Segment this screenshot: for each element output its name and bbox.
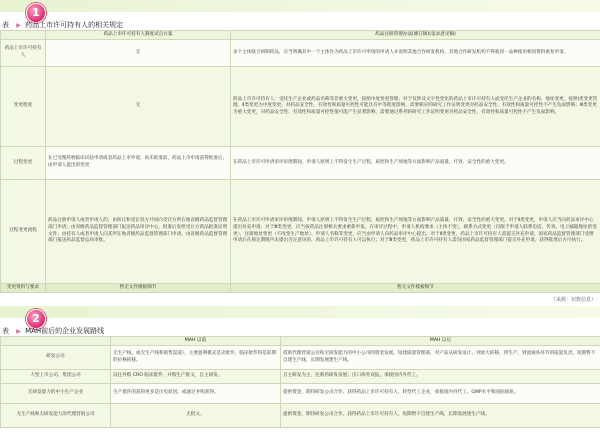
table2-header-row (1, 337, 600, 346)
cell: 在已受理药物临床试验申请或者药品上市申请，尚未批准前，药品上市申请获得批准后，由申请人提出的变更 (46, 147, 231, 180)
table2-title: MAH前后的企业发展路线 (25, 327, 105, 335)
table1-title-line (2, 20, 123, 30)
row-label: 研发公司 (1, 346, 111, 370)
cell: 药品注册申请人或者申请人的，由转让和受让双方共同向受让方所在地省级药品监督管理部门申请；由省级药品监督管理部门报送药品审评中心，批准后发给受让方药品批准证明文件。由持有人或者申请人向其所在地省级药品监督管理部门申请，由省级药品监督管理部门报送药品监督总局审批。 (46, 180, 231, 284)
table-row (1, 370, 600, 384)
table1-footer-row (1, 284, 600, 293)
cell: 药品上市许可持有人：受托生产企业或药品名称等非重大变更，按照中度变更管理；对于仅涉及文字性变化的药品上市许可持有人或受托生产企业的名称、地址变更，按照Ⅰ类变更管理。Ⅱ类变更为中度变更，对药品安全性、有效性和质量可控性可能具有中等程度影响，需要相应的研究工作证明变更对药品安全性、有效性和质量可控性不产生负面影响；Ⅲ类变更为重大变更，对药品安全性、有效性和质量可控性很可能产生显著影响，需要通过系列的研究工作证明变更对药品安全性、有效性和质量可控性不产生负面影响。 (231, 67, 600, 147)
cell: 提供资金，期待研发公司合作，获得药品上市许可持有人，转型代工企业，承接国内外代工。GMP水平和国际接轨。 (281, 384, 600, 404)
table-row (1, 404, 600, 428)
row-label: 无研发能力的中小生产企业 (1, 384, 111, 404)
table1-number-badge: 1 (26, 3, 46, 23)
table2 (0, 336, 600, 428)
table2-col-header (1, 337, 111, 346)
cell: 在药品上市许可申请审评审批期间，申请人原则上不得发生生产过程、质控和生产场地等方面影响产品质量、疗效、安全性的重大变更。对于Ⅱ类变更，申请人应当向药品审评中心提出补充申请；对于Ⅲ类变更，应当按药品注册相关要求重新申报。在审评过程中，申请人机构要求（主体不变），联系方式变更（仅限于申请人联系电话、传真、电子邮箱地址的变更），注册地址变更（不改变生产地址）、申请人名称等变更，应当由申请人向药品审评中心提出。对于Ⅱ类变更，药品上市许可持有人需提交补充申请，国家药品监督管理部门受理申请后在规定期限内未提出否定意见的，药品上市许可持有人可以执行；对于Ⅲ类变更，药品上市许可持有人需向国家药品监督管理部门提交补充申请，获得批准后方可执行。 (231, 180, 600, 284)
row-label: 变更程度 (1, 67, 46, 147)
row-label: 药品上市许可持有人 (1, 40, 46, 67)
table2-label: 表 (2, 327, 9, 335)
table1-header-strip (0, 0, 600, 12)
table-row (1, 40, 600, 67)
source-note: （来源：识数信息） (550, 297, 596, 303)
table1-title: 药品上市许可持有人的相关规定 (25, 21, 124, 29)
table1-col-header (1, 31, 46, 40)
row-label: 过程变更 (1, 147, 46, 180)
table2-col-header: MAH 以前 (111, 337, 281, 346)
cell: 生产批件的获得更多是历史原因，或通过并购获得。 (111, 384, 281, 404)
table1-header-row (1, 31, 600, 40)
table2-number-badge: 2 (26, 309, 46, 329)
cell: 借助代理营销公司和无研发能力的中小公司的资金发展。短建质量管理部，对产品从研发设计、到放大转移、到生产、到流通各环节的质量负责。短期暂不自建生产线，长期发展建生产线。 (281, 346, 600, 370)
arrow-icon: ▶ (16, 328, 21, 335)
table2-title-line (2, 326, 104, 336)
cell: 提供资金，期待研发公司合作，获得药品上市许可持有人，短期暂不自建生产线，长期发展建生产线。 (281, 404, 600, 428)
arrow-icon: ▶ (16, 22, 21, 29)
row-label: 大型上市公司、集团公司 (1, 370, 111, 384)
cell: 暂无文件模板细节 (231, 284, 600, 293)
row-label: 无生产线和无研发能力的代理营销公司 (1, 404, 111, 428)
table2-col-header: MAH 以后 (281, 337, 600, 346)
table1 (0, 30, 600, 293)
table-row (1, 384, 600, 404)
cell: 无生产线，或无生产线和销售渠道），主要盈利模式是卖批件，临床批件得是前期的价格转移。 (111, 346, 281, 370)
table-row (1, 346, 600, 370)
cell: 以往外购 CRO 临床批件，并购生产批文，自主研发。 (111, 370, 281, 384)
cell: 无 (46, 67, 231, 147)
table1-col-header: 药品上市许可持有人制度试点方案 (46, 31, 231, 40)
cell: 多个主体联合研制药品，应当明确其中一个主体作为药品上市许可申请的申请人并说明其他合作研发机构，其他合作研发机构不得就同一品种使用相同资料重复申请。 (231, 40, 600, 67)
table1-label: 表 (2, 21, 9, 29)
table-row (1, 147, 600, 180)
table1-col-header: 药品注册管理办法(修订稿)(征求意见稿) (231, 31, 600, 40)
table-row (1, 180, 600, 284)
row-label: 过程变更流程 (1, 180, 46, 284)
table-row (1, 67, 600, 147)
cell: 无批文。 (111, 404, 281, 428)
table2-header-strip (0, 306, 600, 318)
cell: 在药品上市许可申请审评审批期间，申请人原则上不得发生生产过程、质控和生产场地等方面影响产品质量、疗效、安全性的重大变更。 (231, 147, 600, 180)
cell: 自主研发为主，往新药研发发展；出口海外双报，承接国内外代工。 (281, 370, 600, 384)
row-label: 变更资料与要求 (1, 284, 46, 293)
cell: 暂无文件模板细节 (46, 284, 231, 293)
cell: 无 (46, 40, 231, 67)
